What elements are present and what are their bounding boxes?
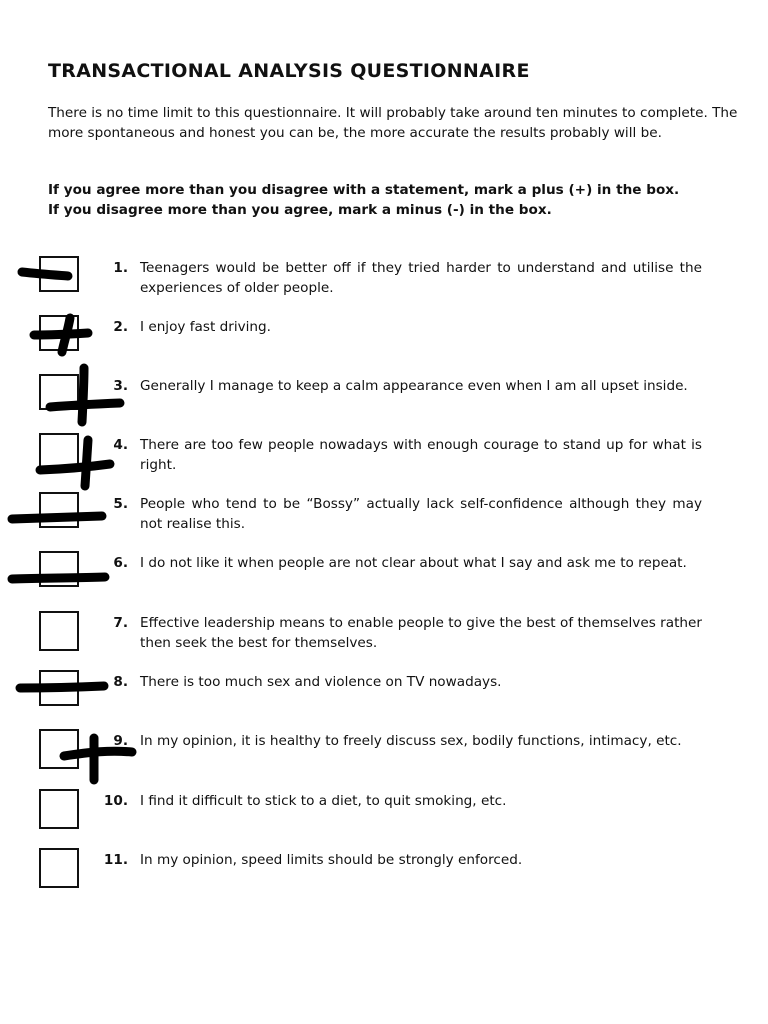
question-number: 6. <box>113 555 128 571</box>
question-number: 4. <box>113 437 128 453</box>
answer-box[interactable] <box>39 848 79 888</box>
intro-text: There is no time limit to this questionnaire. It will probably take around ten minutes to complete. The more spontaneous and honest you can be, the more accurate the results probably will be. <box>48 105 738 141</box>
answer-box[interactable] <box>39 256 79 292</box>
question-item-3 <box>0 374 768 418</box>
instruction-agree: If you agree more than you disagree with a statement, mark a plus (+) in the box. <box>48 182 680 198</box>
question-item-1 <box>0 256 768 300</box>
question-number: 9. <box>113 733 128 749</box>
answer-box[interactable] <box>39 729 79 769</box>
question-item-7 <box>0 611 768 655</box>
question-item-5 <box>0 492 768 536</box>
answer-box[interactable] <box>39 611 79 651</box>
question-text: There are too few people nowadays with enough courage to stand up for what is right. <box>140 437 702 473</box>
question-text: In my opinion, it is healthy to freely discuss sex, bodily functions, intimacy, etc. <box>140 733 682 749</box>
question-text: I do not like it when people are not clear about what I say and ask me to repeat. <box>140 555 687 571</box>
question-text: Generally I manage to keep a calm appearance even when I am all upset inside. <box>140 378 688 394</box>
question-item-6 <box>0 551 768 595</box>
question-number: 8. <box>113 674 128 690</box>
question-text: Effective leadership means to enable people to give the best of themselves rather then seek the best for themselves. <box>140 615 702 651</box>
question-item-2 <box>0 315 768 359</box>
question-text: I find it difficult to stick to a diet, to quit smoking, etc. <box>140 793 507 809</box>
question-text: There is too much sex and violence on TV nowadays. <box>140 674 502 690</box>
question-text: In my opinion, speed limits should be strongly enforced. <box>140 852 523 868</box>
question-number: 10. <box>103 793 128 809</box>
instructions <box>48 180 758 220</box>
answer-box[interactable] <box>39 315 79 351</box>
question-item-9 <box>0 729 768 773</box>
question-text: Teenagers would be better off if they tried harder to understand and utilise the experiences of older people. <box>140 260 702 296</box>
question-number: 11. <box>103 852 128 868</box>
question-number: 1. <box>113 260 128 276</box>
question-number: 3. <box>113 378 128 394</box>
question-item-11 <box>0 848 768 892</box>
question-text: I enjoy fast driving. <box>140 319 271 335</box>
question-item-4 <box>0 433 768 477</box>
instruction-disagree: If you disagree more than you agree, mark a minus (-) in the box. <box>48 202 552 218</box>
answer-box[interactable] <box>39 789 79 829</box>
answer-box[interactable] <box>39 433 79 469</box>
question-number: 2. <box>113 319 128 335</box>
question-number: 7. <box>113 615 128 631</box>
answer-box[interactable] <box>39 492 79 528</box>
question-text: People who tend to be “Bossy” actually lack self-confidence although they may not realise this. <box>140 496 702 532</box>
answer-box[interactable] <box>39 551 79 587</box>
question-item-10 <box>0 789 768 833</box>
answer-box[interactable] <box>39 374 79 410</box>
answer-box[interactable] <box>39 670 79 706</box>
page-title: TRANSACTIONAL ANALYSIS QUESTIONNAIRE <box>48 60 530 82</box>
question-number: 5. <box>113 496 128 512</box>
question-item-8 <box>0 670 768 714</box>
